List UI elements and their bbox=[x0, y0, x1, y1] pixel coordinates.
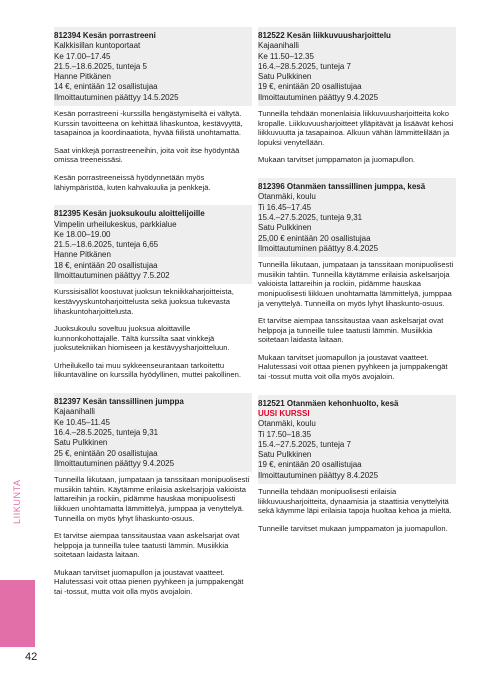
course-teacher: Satu Pulkkinen bbox=[258, 72, 312, 82]
course-description bbox=[258, 484, 456, 533]
course-teacher: Hanne Pitkänen bbox=[54, 250, 111, 260]
description-paragraph: Saat vinkkejä porrastreeneihin, joita voit itse hyödyntää omissa treeneissäsi. bbox=[54, 145, 240, 165]
course-dates: 15.4.–27.5.2025, tunteja 9,31 bbox=[258, 212, 363, 222]
course-teacher: Satu Pulkkinen bbox=[258, 450, 312, 460]
course-dates: 15.4.–27.5.2025, tunteja 7 bbox=[258, 439, 351, 449]
course-location: Kajaanihalli bbox=[54, 407, 95, 417]
section-tab bbox=[0, 580, 35, 647]
course-title: 812521 Otanmäen kehonhuolto, kesä bbox=[258, 398, 399, 408]
description-paragraph: Et tarvitse aiempaa tanssitaustaa vaan askelsarjat ovat helppoja ja tunneille tulee taatusti lämmin. Musiikkia soitetaan laidasta laitaan. bbox=[258, 316, 444, 345]
course-info bbox=[54, 209, 252, 284]
course-dates: 16.4.–28.5.2025, tunteja 9,31 bbox=[54, 427, 159, 437]
course-dates: 21.5.–18.6.2025, tunteja 5 bbox=[54, 61, 147, 71]
course-teacher: Hanne Pitkänen bbox=[54, 72, 111, 82]
course-card bbox=[54, 205, 252, 380]
course-title: 812395 Kesän juoksukoulu aloittelijoille bbox=[54, 209, 205, 219]
course-registration: Ilmoittautuminen päättyy 9.4.2025 bbox=[54, 458, 175, 468]
course-teacher: Satu Pulkkinen bbox=[258, 223, 312, 233]
new-course-badge: UUSI KURSSI bbox=[258, 408, 310, 418]
course-price: 25 €, enintään 20 osallistujaa bbox=[54, 448, 158, 458]
course-location: Kalkkisillan kuntoportaat bbox=[54, 41, 141, 51]
course-description bbox=[258, 106, 456, 165]
description-paragraph: Mukaan tarvitset jumppamaton ja juomapullon. bbox=[258, 155, 416, 165]
course-info bbox=[258, 182, 456, 257]
course-title: 812396 Otanmäen tanssillinen jumppa, kesä bbox=[258, 182, 426, 192]
description-paragraph: Tunneilla tehdään monipuolisesti erilaisia liikkuvuusharjoitteita, dynaamisia ja staattisia venyttelyitä sekä käymme läpi erilaisia tapoja huoltaa kehoa ja mieltä. bbox=[258, 487, 452, 516]
course-price: 19 €, enintään 20 osallistujaa bbox=[258, 82, 362, 92]
course-location: Otanmäki, koulu bbox=[258, 419, 316, 429]
course-location: Otanmäki, koulu bbox=[258, 192, 316, 202]
course-price: 14 €, enintään 12 osallistujaa bbox=[54, 82, 158, 92]
column-right bbox=[258, 27, 456, 546]
page-number: 42 bbox=[25, 651, 38, 663]
column-left bbox=[54, 27, 252, 610]
course-registration: Ilmoittautuminen päättyy 8.4.2025 bbox=[258, 243, 379, 253]
description-paragraph: Tunneille tarvitset mukaan jumppamaton ja juomapullon. bbox=[258, 523, 448, 533]
section-label: LIIKUNTA bbox=[12, 479, 22, 524]
course-dates: 21.5.–18.6.2025, tunteja 6,65 bbox=[54, 240, 159, 250]
course-time: Ke 17.00–17.45 bbox=[54, 51, 111, 61]
description-paragraph: Urheilukello tai muu sykkeenseurantaan tarkoitettu liikuntaväline on kurssilla hyödyllinen, muttei pakollinen. bbox=[54, 360, 241, 380]
course-description bbox=[54, 284, 252, 380]
course-info bbox=[54, 31, 252, 106]
course-location: Vimpelin urheilukeskus, parkkialue bbox=[54, 219, 177, 229]
description-paragraph: Mukaan tarvitset juomapullon ja joustavat vaatteet. Halutessasi voit ottaa pienen pyyhkeen ja jumppakengät tai -tossut mutta voit olla myös avojaloin. bbox=[258, 352, 448, 382]
description-paragraph: Tunneilla tehdään monenlaisia liikkuvuusharjoitteita koko kropalle. Liikkuvuusharjoitteet ylläpitävät ja lisäävät kehosi liikkuvuutta ja tasapainoa. Alkuun vähän lämmittelilään ja lopuksi venytellään. bbox=[258, 109, 454, 147]
course-info bbox=[258, 31, 456, 106]
course-card bbox=[54, 393, 252, 597]
course-title: 812397 Kesän tanssillinen jumppa bbox=[54, 397, 184, 407]
description-paragraph: Tunneilla liikutaan, jumpataan ja tanssitaan monipuolisesti musiikin tahtiin. Käytämme erilaisia askelsarjoja vakioista lattareihin ja rockiin, pidämme hauskaa monipuolisesti liikkuen unohtamatta lämmittelyä, jumppaa ja venyttelyä. Tunneilla on myös lyhyt lihaskunto-osuus. bbox=[54, 475, 250, 523]
description-paragraph: Kesän porrastreeni -kurssilla hengästymiseltä ei vältytä. Kurssin tavoitteena on kehittää lihaskuntoa, kestävyyttä, tasapainoa ja koordinaatiota, hyvää fiilistä unohtamatta. bbox=[54, 109, 243, 138]
course-teacher: Satu Pulkkinen bbox=[54, 438, 108, 448]
description-paragraph: Juoksukoulu soveltuu juoksua aloittaville kunnonkohottajalle. Tältä kurssilta saat vinkkejä juoksutekniikan hiomiseen ja kestävyysharjoitteluun. bbox=[54, 324, 230, 353]
course-time: Ti 16.45–17.45 bbox=[258, 202, 312, 212]
course-price: 25,00 € enintään 20 osallistujaa bbox=[258, 233, 371, 243]
course-time: Ke 11.50–12.35 bbox=[258, 51, 314, 61]
course-dates: 16.4.–28.5.2025, tunteja 7 bbox=[258, 61, 351, 71]
course-title: 812522 Kesän liikkuvuusharjoittelu bbox=[258, 31, 391, 40]
description-paragraph: Et tarvitse aiempaa tanssitaustaa vaan askelsarjat ovat helppoja ja tunneilla tulee taatusti lämmin. Musiikkia soitetaan laidasta laitaan. bbox=[54, 531, 240, 560]
course-info bbox=[258, 399, 456, 484]
description-paragraph: Kurssisisällöt koostuvat juoksun tekniikkaharjoitteista, kestävyyskuntoharjoittelusta sekä juoksua tukevasta lihaskuntoharjoittelusta. bbox=[54, 287, 234, 316]
description-paragraph: Kesän porrastreeneissä hyödynnetään myös lähiympäristöä, kuten kahvakuulia ja penkkejä. bbox=[54, 173, 211, 192]
course-price: 19 €, enintään 20 osallistujaa bbox=[258, 460, 362, 470]
course-description bbox=[258, 257, 456, 382]
course-price: 18 €, enintään 20 osallistujaa bbox=[54, 260, 158, 270]
course-time: Ke 18.00–19.00 bbox=[54, 229, 111, 239]
description-paragraph: Tunneilla liikutaan, jumpataan ja tanssitaan monipuolisesti musiikin tahtiin. Tunneilla käytämme erilaisia askelsarjoja vakioista lattareihin ja rockiin, pidämme hauskaa monipuolisesti liikkuen unohtamatta lämmittelyä, jumppaa ja venyttelyä. Tunneilla on myös lyhyt lihaskunto-osuus. bbox=[258, 260, 454, 308]
course-info bbox=[54, 397, 252, 472]
course-time: Ke 10.45–11.45 bbox=[54, 417, 110, 427]
course-description bbox=[54, 472, 252, 597]
course-card bbox=[258, 178, 456, 382]
course-card bbox=[258, 27, 456, 165]
course-location: Kajaanihalli bbox=[258, 41, 299, 51]
course-card bbox=[258, 395, 456, 534]
course-time: Ti 17.50–18.35 bbox=[258, 429, 312, 439]
course-registration: Ilmoittautuminen päättyy 9.4.2025 bbox=[258, 92, 379, 102]
course-title: 812394 Kesän porrastreeni bbox=[54, 31, 156, 40]
course-registration: Ilmoittautuminen päättyy 8.4.2025 bbox=[258, 470, 379, 480]
course-registration: Ilmoittautuminen päättyy 14.5.2025 bbox=[54, 92, 179, 102]
course-description bbox=[54, 106, 252, 192]
description-paragraph: Mukaan tarvitset juomapullon ja joustavat vaatteet. Halutessasi voit ottaa pienen pyyhkeen ja jumppakengät tai -tossut, mutta voit olla myös avojaloin. bbox=[54, 567, 244, 597]
course-card bbox=[54, 27, 252, 192]
course-registration: Ilmoittautuminen päättyy 7.5.202 bbox=[54, 271, 170, 281]
